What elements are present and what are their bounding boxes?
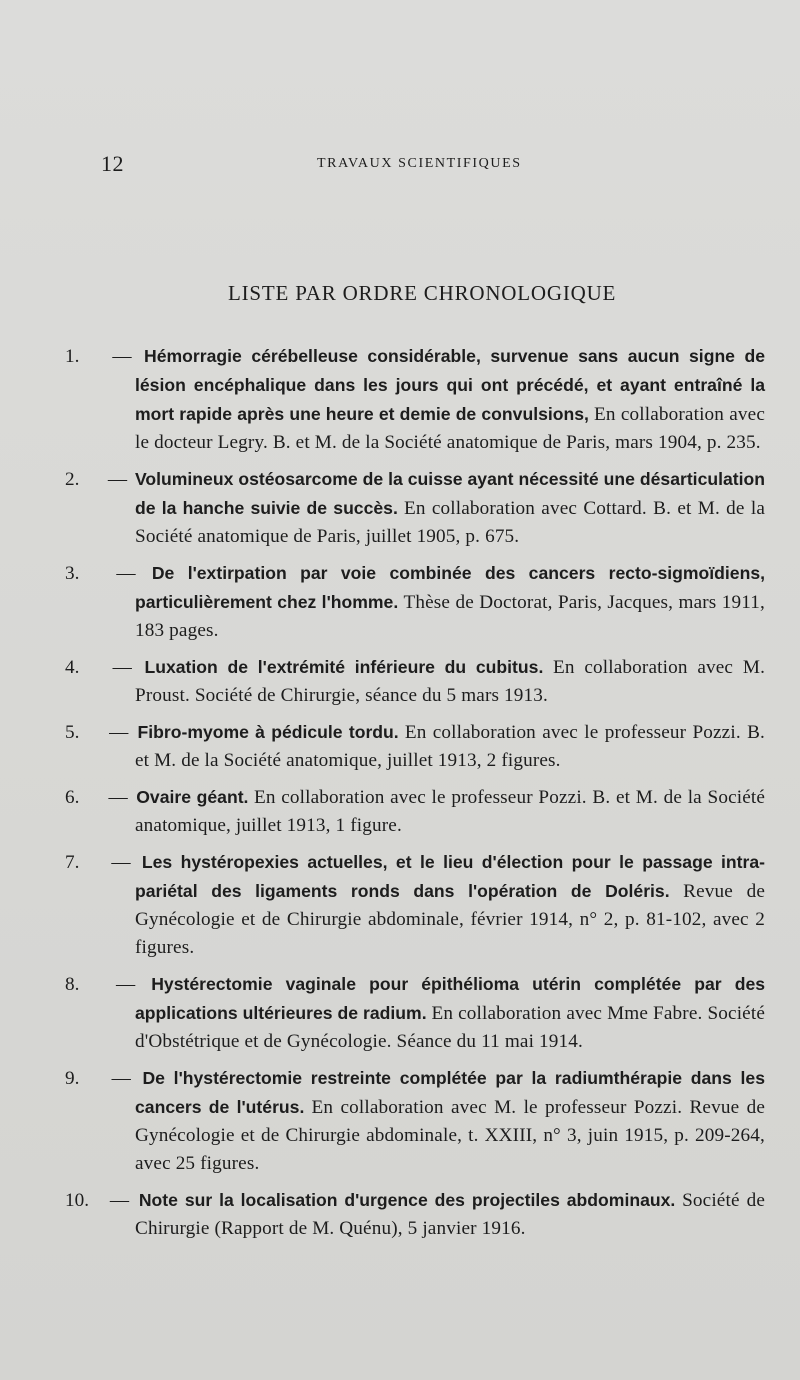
section-title: LISTE PAR ORDRE CHRONOLOGIQUE xyxy=(228,281,617,305)
bibliography-list xyxy=(65,342,766,1251)
entry-details: En collaboration avec le professeur Pozzi. B. et M. de la Société anatomique, juillet 1913, 2 figures. xyxy=(135,722,765,771)
entry-details: Société de Chirurgie (Rapport de M. Quénu), 5 janvier 1916. xyxy=(135,1190,765,1239)
entry-title: Luxation de l'extrémité inférieure du cubitus. xyxy=(144,657,544,677)
entry-title: Ovaire géant. xyxy=(136,787,249,807)
entry-details: Thèse de Doctorat, Paris, Jacques, mars 1911, 183 pages. xyxy=(135,592,766,641)
entry-details: En collaboration avec le professeur Pozzi. B. et M. de la Société anatomique, juillet 1913, 1 figure. xyxy=(135,787,766,836)
running-head: TRAVAUX SCIENTIFIQUES xyxy=(317,156,522,171)
bibliography-entry: 2. — Volumineux ostéosarcome de la cuisse ayant nécessité une désarticulation de la hanche suivie de succès. En collaboration avec Cottard. B. et M. de la Société anatomique de Paris, juillet 1905, p. 675. xyxy=(65,469,766,547)
bibliography-entry: 3. — De l'extirpation par voie combinée des cancers recto-sigmoïdiens, particulièrement chez l'homme. Thèse de Doctorat, Paris, Jacques, mars 1911, 183 pages. xyxy=(65,563,766,641)
entry-title: De l'extirpation par voie combinée des cancers recto-sigmoïdiens, particulièrement chez l'homme. xyxy=(135,563,766,612)
entry-dash: — xyxy=(111,1068,131,1089)
bibliography-entry: 5. — Fibro-myome à pédicule tordu. En collaboration avec le professeur Pozzi. B. et M. de la Société anatomique, juillet 1913, 2 figures. xyxy=(65,722,765,771)
page-number: 12 xyxy=(101,151,124,176)
entry-title: De l'hystérectomie restreinte complétée par la radiumthérapie dans les cancers de l'utérus. xyxy=(135,1068,766,1117)
entry-title: Note sur la localisation d'urgence des projectiles abdominaux. xyxy=(138,1190,676,1210)
entry-dash: — xyxy=(108,787,128,808)
entry-details: En collaboration avec M. Proust. Société de Chirurgie, séance du 5 mars 1913. xyxy=(135,657,766,706)
entry-details: En collaboration avec Mme Fabre. Société d'Obstétrique et de Gynécologie. Séance du 11 mai 1914. xyxy=(135,1003,765,1052)
bibliography-entry: 9. — De l'hystérectomie restreinte complétée par la radiumthérapie dans les cancers de l'utérus. En collaboration avec M. le professeur Pozzi. Revue de Gynécologie et de Chirurgie abdominale, t. XXIII, n° 3, juin 1915, p. 209-264, avec 25 figures. xyxy=(65,1068,766,1174)
entry-details: Revue de Gynécologie et de Chirurgie abdominale, février 1914, n° 2, p. 81-102, avec 2 figures. xyxy=(135,881,765,958)
entry-dash: — xyxy=(107,469,128,490)
entry-dash: — xyxy=(116,974,136,995)
entry-title: Hémorragie cérébelleuse considérable, survenue sans aucun signe de lésion encéphalique dans les jours qui ont précédé, et ayant entraîné la mort rapide après une heure et demie de convulsions, xyxy=(135,346,766,424)
entry-dash: — xyxy=(112,657,132,678)
entry-dash: — xyxy=(116,563,136,584)
entry-dash: — xyxy=(112,346,132,367)
entry-dash: — xyxy=(111,852,131,873)
bibliography-entry: 1. — Hémorragie cérébelleuse considérable, survenue sans aucun signe de lésion encéphalique dans les jours qui ont précédé, et ayant entraîné la mort rapide après une heure et demie de convulsions, En collaboration avec le docteur Legry. B. et M. de la Société anatomique de Paris, mars 1904, p. 235. xyxy=(65,346,766,453)
entry-details: En collaboration avec M. le professeur Pozzi. Revue de Gynécologie et de Chirurgie abdominale, t. XXIII, n° 3, juin 1915, p. 209-264, avec 25 figures. xyxy=(135,1097,765,1174)
bibliography-entry: 7. — Les hystéropexies actuelles, et le lieu d'élection pour le passage intra-pariétal des ligaments ronds dans l'opération de Doléris. Revue de Gynécologie et de Chirurgie abdominale, février 1914, n° 2, p. 81-102, avec 2 figures. xyxy=(65,852,766,958)
entry-dash: — xyxy=(109,1190,129,1211)
entry-title: Volumineux ostéosarcome de la cuisse ayant nécessité une désarticulation de la hanche suivie de succès. xyxy=(134,469,766,518)
entry-details: En collaboration avec Cottard. B. et M. de la Société anatomique de Paris, juillet 1905, p. 675. xyxy=(135,498,765,547)
entry-title: Hystérectomie vaginale pour épithélioma utérin complétée par des applications ultérieures de radium. xyxy=(135,974,766,1023)
bibliography-entry: 10. — Note sur la localisation d'urgence des projectiles abdominaux. Société de Chirurgie (Rapport de M. Quénu), 5 janvier 1916. xyxy=(65,1190,765,1239)
bibliography-entry: 6. — Ovaire géant. En collaboration avec le professeur Pozzi. B. et M. de la Société anatomique, juillet 1913, 1 figure. xyxy=(65,787,766,836)
entry-title: Les hystéropexies actuelles, et le lieu d'élection pour le passage intra-pariétal des ligaments ronds dans l'opération de Doléris. xyxy=(135,852,766,901)
bibliography-entry: 4. — Luxation de l'extrémité inférieure du cubitus. En collaboration avec M. Proust. Société de Chirurgie, séance du 5 mars 1913. xyxy=(65,657,766,706)
entry-details: En collaboration avec le docteur Legry. B. et M. de la Société anatomique de Paris, mars 1904, p. 235. xyxy=(135,404,766,453)
entry-title: Fibro-myome à pédicule tordu. xyxy=(137,722,399,742)
bibliography-entry: 8. — Hystérectomie vaginale pour épithélioma utérin complétée par des applications ultérieures de radium. En collaboration avec Mme Fabre. Société d'Obstétrique et de Gynécologie. Séance du 11 mai 1914. xyxy=(65,974,766,1052)
entry-dash: — xyxy=(109,722,129,743)
